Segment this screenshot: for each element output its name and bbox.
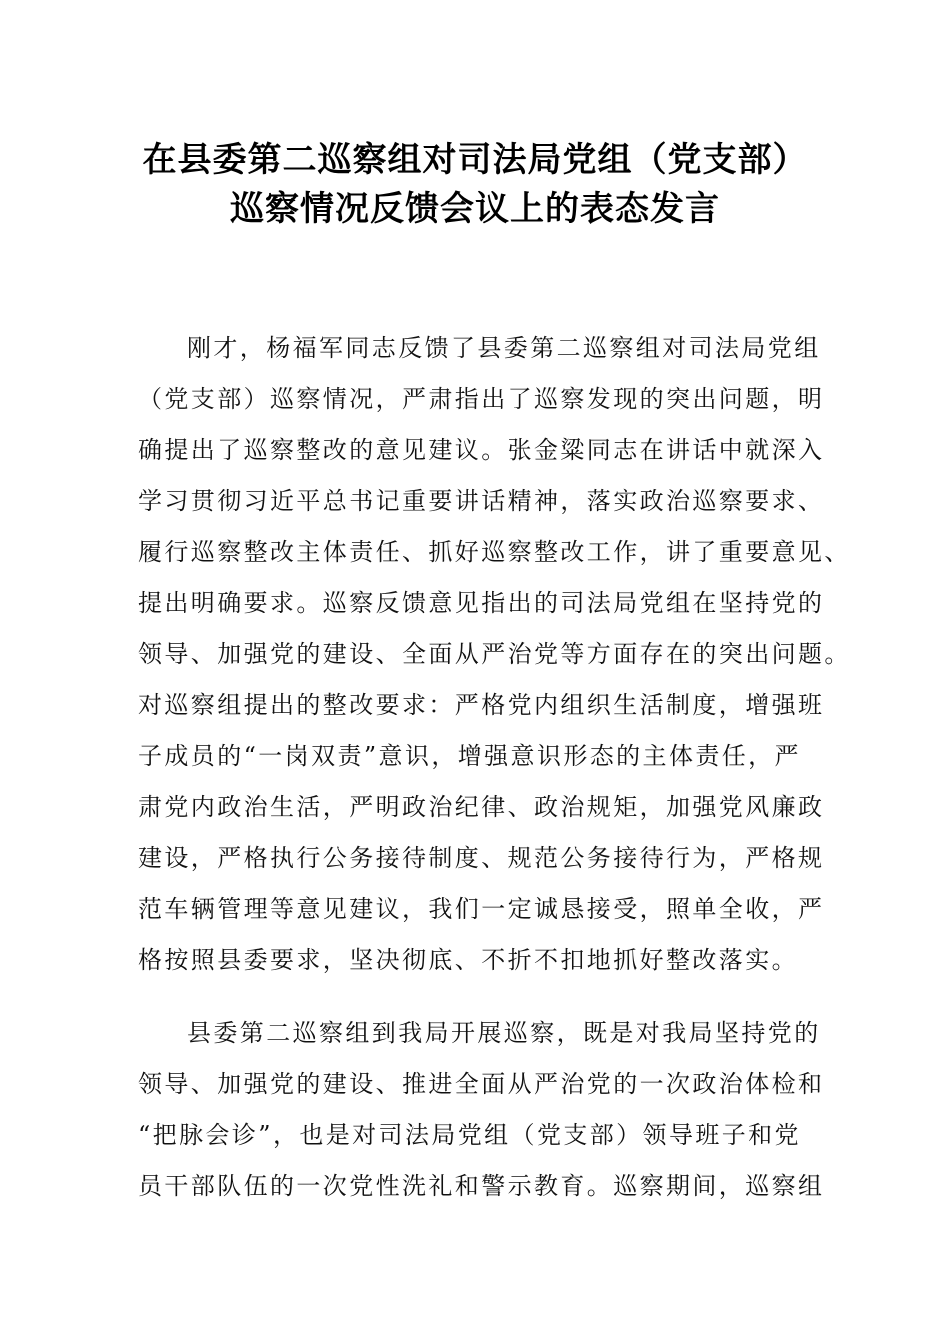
paragraph-2 xyxy=(138,1008,838,1212)
document-body xyxy=(138,323,851,1212)
text-line: 领导、加强党的建设、推进全面从严治党的一次政治体检和 xyxy=(138,1070,825,1098)
text-line: 格按照县委要求，坚决彻底、不折不扣地抓好整改落实。 xyxy=(138,946,798,974)
text-line: 对巡察组提出的整改要求：严格党内组织生活制度，增强班 xyxy=(138,691,825,719)
text-line: 领导、加强党的建设、全面从严治党等方面存在的突出问题。 xyxy=(138,640,851,668)
text-line: 提出明确要求。巡察反馈意见指出的司法局党组在坚持党的 xyxy=(138,589,825,617)
text-line: 员干部队伍的一次党性洗礼和警示教育。巡察期间，巡察组 xyxy=(138,1172,825,1200)
text-line: 确提出了巡察整改的意见建议。张金粱同志在讲话中就深入 xyxy=(138,436,825,464)
paragraph-1 xyxy=(138,323,851,986)
text-line: 建设，严格执行公务接待制度、规范公务接待行为，严格规 xyxy=(138,844,825,872)
title-line-2: 巡察情况反馈会议上的表态发言 xyxy=(230,189,720,229)
document-title xyxy=(0,136,950,234)
text-line: 肃党内政治生活，严明政治纪律、政治规矩，加强党风廉政 xyxy=(138,793,825,821)
text-line: 子成员的“一岗双责”意识，增强意识形态的主体责任，严 xyxy=(138,742,801,770)
text-line: （党支部）巡察情况，严肃指出了巡察发现的突出问题，明 xyxy=(138,385,825,413)
text-line: “把脉会诊”，也是对司法局党组（党支部）领导班子和党 xyxy=(138,1121,801,1149)
title-line-1: 在县委第二巡察组对司法局党组（党支部） xyxy=(142,140,808,180)
text-line: 范车辆管理等意见建议，我们一定诚恳接受，照单全收，严 xyxy=(138,895,825,923)
text-line: 刚才，杨福军同志反馈了县委第二巡察组对司法局党组 xyxy=(187,334,821,362)
text-line: 县委第二巡察组到我局开展巡察，既是对我局坚持党的 xyxy=(187,1019,821,1047)
text-line: 学习贯彻习近平总书记重要讲话精神，落实政治巡察要求、 xyxy=(138,487,825,515)
text-line: 履行巡察整改主体责任、抓好巡察整改工作，讲了重要意见、 xyxy=(138,538,851,566)
